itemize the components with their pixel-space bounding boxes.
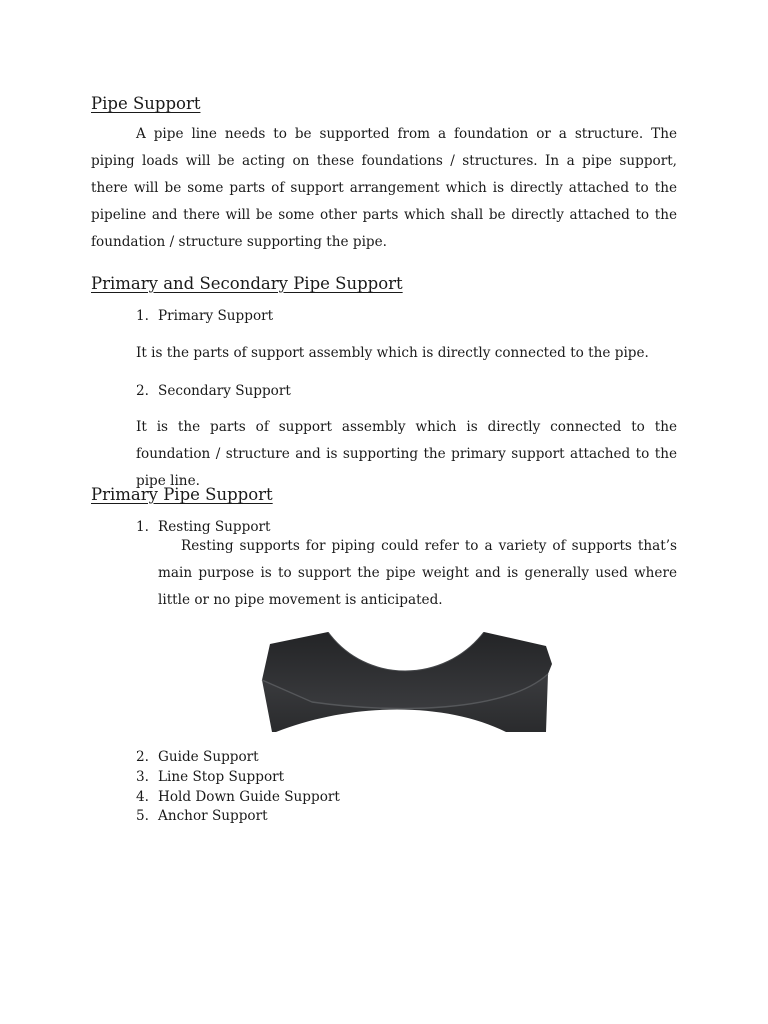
list-number: 1. (136, 519, 149, 535)
list-item-guide-support (136, 747, 436, 767)
list-label: Line Stop Support (158, 769, 285, 785)
resting-support-description: Resting supports for piping could refer to a variety of supports that’s main purpose is to support the pipe weight and is generally used where little or no pipe movement is anticipated. (158, 538, 677, 608)
list-label: Secondary Support (158, 383, 291, 399)
list-label: Hold Down Guide Support (158, 789, 340, 805)
list-item-primary-support (136, 306, 436, 326)
list-number: 5. (136, 808, 149, 824)
list-number: 4. (136, 789, 149, 805)
list-label: Guide Support (158, 749, 259, 765)
list-number: 2. (136, 749, 149, 765)
list-number: 1. (136, 308, 149, 324)
list-number: 3. (136, 769, 149, 785)
resting-support-saddle-image (256, 632, 556, 734)
list-number: 2. (136, 383, 149, 399)
list-item-anchor-support (136, 806, 436, 826)
pipe-support-paragraph: A pipe line needs to be supported from a foundation or a structure. The piping loads will be acting on these foundations / structures. In a pipe support, there will be some parts of support arrangement which is directly attached to the pipeline and there will be some other parts which shall be directly attached to the foundation / structure supporting the pipe. (91, 126, 677, 250)
primary-support-description: It is the parts of support assembly which is directly connected to the pipe. (136, 345, 649, 361)
list-label: Resting Support (158, 519, 271, 535)
heading-primary-secondary: Primary and Secondary Pipe Support (91, 274, 403, 293)
list-item-secondary-support (136, 381, 436, 401)
list-label: Anchor Support (158, 808, 268, 824)
heading-pipe-support: Pipe Support (91, 94, 201, 113)
heading-primary-pipe-support: Primary Pipe Support (91, 485, 273, 504)
list-label: Primary Support (158, 308, 274, 324)
list-item-hold-down-guide-support (136, 787, 436, 807)
secondary-support-description: It is the parts of support assembly which is directly connected to the foundation / structure and is supporting the primary support attached to the pipe line. (136, 419, 677, 489)
list-item-line-stop-support (136, 767, 436, 787)
